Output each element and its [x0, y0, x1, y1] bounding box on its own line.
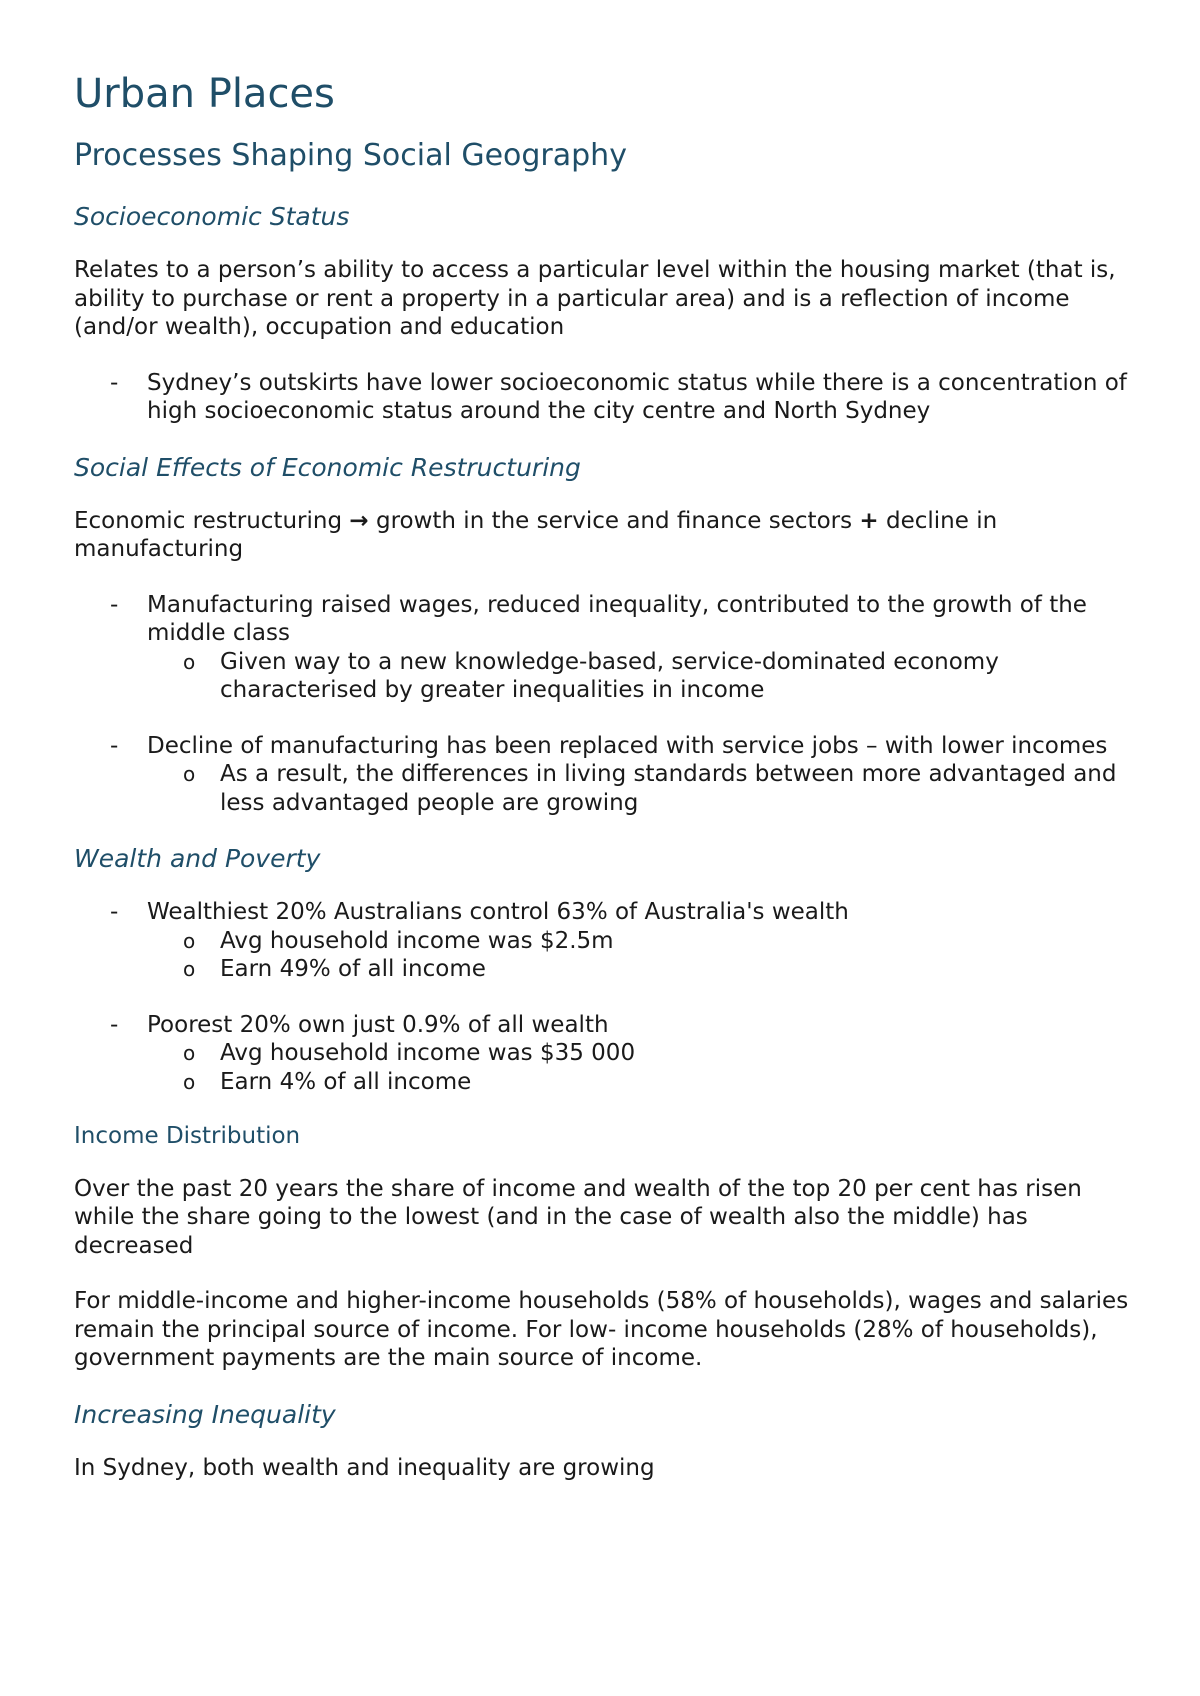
list-ses	[74, 369, 1144, 426]
paragraph-income-share: Over the past 20 years the share of income and wealth of the top 20 per cent has risen while the share going to the lowest (and in the case of wealth also the middle) has decreased	[74, 1175, 1082, 1259]
document-title: Urban Places	[74, 71, 335, 117]
heading-social-effects: Social Effects of Economic Restructuring	[74, 452, 581, 482]
list-social-effects	[74, 591, 1144, 818]
sub-list-item: o Avg household income was $35 000	[147, 1039, 1144, 1068]
list-item-text: Decline of manufacturing has been replaced with service jobs – with lower incomes	[147, 732, 1108, 759]
sub-list-item: o Avg household income was $2.5m	[147, 927, 1144, 956]
paragraph-income-sources: For middle-income and higher-income households (58% of households), wages and salaries remain the principal source of income. For low- income households (28% of households), government payments are the main source of income.	[74, 1288, 1129, 1372]
sub-list	[147, 927, 1144, 984]
document-page	[74, 70, 1144, 1509]
text-fragment: decline in manufacturing	[74, 507, 998, 562]
sub-list	[147, 760, 1144, 817]
heading-income-distribution: Income Distribution	[74, 1123, 301, 1149]
sub-list	[147, 648, 1144, 705]
list-item-text: Poorest 20% own just 0.9% of all wealth	[147, 1011, 609, 1038]
sub-list-item: o Earn 49% of all income	[147, 955, 1144, 984]
text-fragment: Economic restructuring	[74, 507, 343, 534]
plus-icon: +	[859, 507, 879, 534]
sub-list-item: o Earn 4% of all income	[147, 1068, 1144, 1097]
paragraph-ses-definition: Relates to a person’s ability to access a particular level within the housing market (that is, ability to purchase or rent a property in a particular area) and is a reflection of income (and/or wealth), occupation and education	[74, 257, 1116, 340]
heading-wealth-poverty: Wealth and Poverty	[74, 844, 321, 873]
list-item-text: Wealthiest 20% Australians control 63% of Australia's wealth	[147, 899, 849, 925]
list-item	[74, 591, 1144, 705]
section-heading-processes: Processes Shaping Social Geography	[74, 138, 627, 173]
sub-list-item: o Given way to a new knowledge-based, service-dominated economy characterised by greater inequalities in income	[147, 648, 1144, 705]
sub-list	[147, 1039, 1144, 1096]
paragraph-economic-restructuring	[74, 507, 1144, 564]
list-item-text: Sydney’s outskirts have lower socioeconomic status while there is a concentration of high socioeconomic status around the city centre and North Sydney	[147, 369, 1127, 424]
list-item	[74, 369, 1144, 426]
arrow-right-icon: →	[349, 507, 369, 534]
text-fragment: growth in the service and finance sectors	[375, 507, 853, 534]
paragraph-sydney-inequality: In Sydney, both wealth and inequality are growing	[74, 1454, 655, 1481]
list-item	[74, 898, 1144, 984]
heading-increasing-inequality: Increasing Inequality	[74, 1399, 336, 1429]
list-item	[74, 1011, 1144, 1097]
list-item	[74, 732, 1144, 818]
heading-socioeconomic-status: Socioeconomic Status	[74, 202, 350, 231]
sub-list-item: o As a result, the differences in living standards between more advantaged and less advantaged people are growing	[147, 760, 1144, 817]
list-wealth-poverty	[74, 898, 1144, 1096]
list-item-text: Manufacturing raised wages, reduced inequality, contributed to the growth of the middle class	[147, 591, 1087, 646]
